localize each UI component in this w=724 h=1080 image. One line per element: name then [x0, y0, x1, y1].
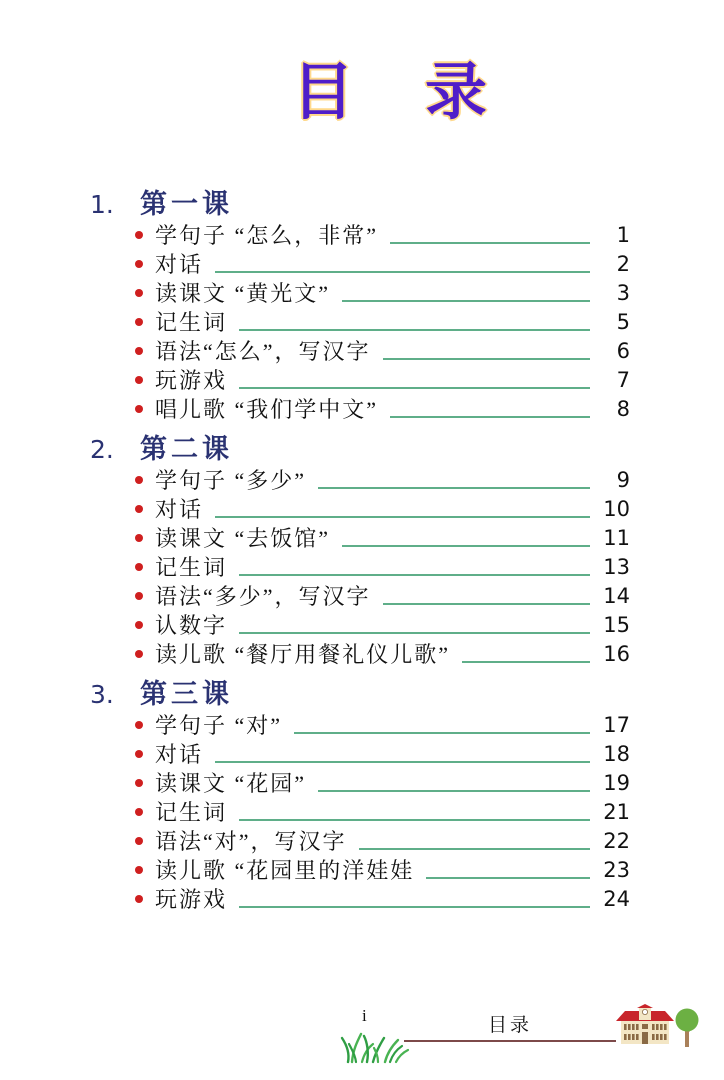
toc-item: [90, 278, 630, 307]
toc-item-label: 读课文 “黄光文”: [155, 281, 331, 307]
toc-page-number: 10: [603, 496, 630, 521]
bullet-icon: [135, 563, 143, 571]
toc-leader-line: [383, 358, 590, 360]
toc-item-label: 读儿歌 “餐厅用餐礼仪儿歌”: [155, 642, 451, 668]
toc-section: [90, 182, 630, 423]
section-heading: [90, 672, 630, 710]
toc-item-label: 语法“多少”，写汉字: [155, 584, 371, 610]
bullet-icon: [135, 260, 143, 268]
toc-item: [90, 797, 630, 826]
bullet-icon: [135, 808, 143, 816]
toc-leader-line: [215, 516, 590, 518]
section-number: 2.: [90, 435, 114, 465]
toc-section: [90, 427, 630, 668]
bullet-icon: [135, 621, 143, 629]
toc-leader-line: [239, 387, 590, 389]
bullet-icon: [135, 750, 143, 758]
toc-page-number: 19: [603, 770, 630, 795]
toc-item-label: 玩游戏: [155, 368, 228, 394]
grass-icon: [340, 1026, 410, 1064]
toc-page-number: 9: [616, 467, 630, 492]
toc-page-number: 11: [603, 525, 630, 550]
section-heading: [90, 427, 630, 465]
toc-item-label: 读儿歌 “花园里的洋娃娃: [155, 858, 415, 884]
bullet-icon: [135, 895, 143, 903]
toc-item-label: 读课文 “花园”: [155, 771, 307, 797]
section-heading: [90, 182, 630, 220]
footer-label: 目录: [487, 1015, 532, 1036]
section-items: [90, 465, 630, 668]
toc-leader-line: [390, 242, 590, 244]
bullet-icon: [135, 231, 143, 239]
toc-item-label: 学句子 “怎么，非常”: [155, 223, 379, 249]
toc-item-label: 语法“怎么”，写汉字: [155, 339, 371, 365]
toc-leader-line: [383, 603, 590, 605]
toc-leader-line: [318, 487, 590, 489]
toc-page-number: 13: [603, 554, 630, 579]
toc-leader-line: [239, 632, 590, 634]
toc-leader-line: [215, 761, 590, 763]
toc-item: [90, 739, 630, 768]
toc-item-label: 语法“对”，写汉字: [155, 829, 347, 855]
bullet-icon: [135, 837, 143, 845]
toc-leader-line: [426, 877, 590, 879]
toc-page-number: 21: [603, 799, 630, 824]
toc-item: [90, 465, 630, 494]
toc-item: [90, 220, 630, 249]
toc-item: [90, 768, 630, 797]
toc-item-label: 学句子 “对”: [155, 713, 283, 739]
bullet-icon: [135, 779, 143, 787]
section-number: 3.: [90, 680, 114, 710]
toc-item: [90, 394, 630, 423]
toc-page-number: 6: [616, 338, 630, 363]
toc-item: [90, 826, 630, 855]
toc-leader-line: [239, 819, 590, 821]
toc-item-label: 唱儿歌 “我们学中文”: [155, 397, 379, 423]
bullet-icon: [135, 534, 143, 542]
toc-item: [90, 855, 630, 884]
toc-item: [90, 710, 630, 739]
toc-item: [90, 249, 630, 278]
toc-page-number: 3: [616, 280, 630, 305]
toc-page-number: 16: [603, 641, 630, 666]
toc-item: [90, 307, 630, 336]
toc-item-label: 记生词: [155, 310, 228, 336]
toc-item-label: 玩游戏: [155, 887, 228, 913]
toc-item-label: 记生词: [155, 800, 228, 826]
toc-leader-line: [239, 906, 590, 908]
section-items: [90, 220, 630, 423]
toc-leader-line: [294, 732, 590, 734]
toc-page-number: 15: [603, 612, 630, 637]
footer-rule: [404, 1040, 616, 1042]
toc-page-number: 2: [616, 251, 630, 276]
toc-item-label: 认数字: [155, 613, 228, 639]
bullet-icon: [135, 289, 143, 297]
page-footer: [0, 994, 724, 1080]
toc-item: [90, 639, 630, 668]
toc-item: [90, 581, 630, 610]
tree-icon: [671, 1008, 703, 1048]
toc-leader-line: [342, 300, 590, 302]
toc-page: [0, 56, 724, 1080]
toc-page-number: 5: [616, 309, 630, 334]
toc-item-label: 对话: [155, 252, 204, 278]
title-area: [0, 56, 724, 130]
toc-leader-line: [318, 790, 590, 792]
toc-sections: [0, 130, 724, 913]
toc-leader-line: [342, 545, 590, 547]
footer-page-number: i: [362, 1006, 367, 1025]
toc-item-label: 读课文 “去饭馆”: [155, 526, 331, 552]
bullet-icon: [135, 650, 143, 658]
toc-item: [90, 336, 630, 365]
toc-page-number: 1: [616, 222, 630, 247]
toc-item: [90, 494, 630, 523]
bullet-icon: [135, 866, 143, 874]
toc-page-number: 24: [603, 886, 630, 911]
toc-leader-line: [359, 848, 590, 850]
toc-page-number: 18: [603, 741, 630, 766]
toc-leader-line: [462, 661, 590, 663]
toc-item: [90, 884, 630, 913]
section-title: 第一课: [140, 189, 233, 220]
toc-leader-line: [215, 271, 590, 273]
bullet-icon: [135, 721, 143, 729]
bullet-icon: [135, 505, 143, 513]
toc-leader-line: [390, 416, 590, 418]
toc-item: [90, 365, 630, 394]
toc-item: [90, 610, 630, 639]
section-number: 1.: [90, 190, 114, 220]
toc-item-label: 对话: [155, 497, 204, 523]
toc-page-number: 7: [616, 367, 630, 392]
section-title: 第二课: [140, 434, 233, 465]
bullet-icon: [135, 376, 143, 384]
toc-item-label: 对话: [155, 742, 204, 768]
bullet-icon: [135, 476, 143, 484]
toc-item-label: 学句子 “多少”: [155, 468, 307, 494]
toc-page-number: 22: [603, 828, 630, 853]
toc-item-label: 记生词: [155, 555, 228, 581]
toc-leader-line: [239, 574, 590, 576]
toc-page-number: 8: [616, 396, 630, 421]
toc-leader-line: [239, 329, 590, 331]
toc-page-number: 17: [603, 712, 630, 737]
toc-item: [90, 552, 630, 581]
toc-page-number: 23: [603, 857, 630, 882]
school-icon: [616, 1004, 674, 1046]
bullet-icon: [135, 318, 143, 326]
toc-item: [90, 523, 630, 552]
section-title: 第三课: [140, 679, 233, 710]
toc-page-number: 14: [603, 583, 630, 608]
bullet-icon: [135, 347, 143, 355]
toc-section: [90, 672, 630, 913]
bullet-icon: [135, 592, 143, 600]
bullet-icon: [135, 405, 143, 413]
section-items: [90, 710, 630, 913]
page-title: 目 录: [291, 59, 487, 127]
